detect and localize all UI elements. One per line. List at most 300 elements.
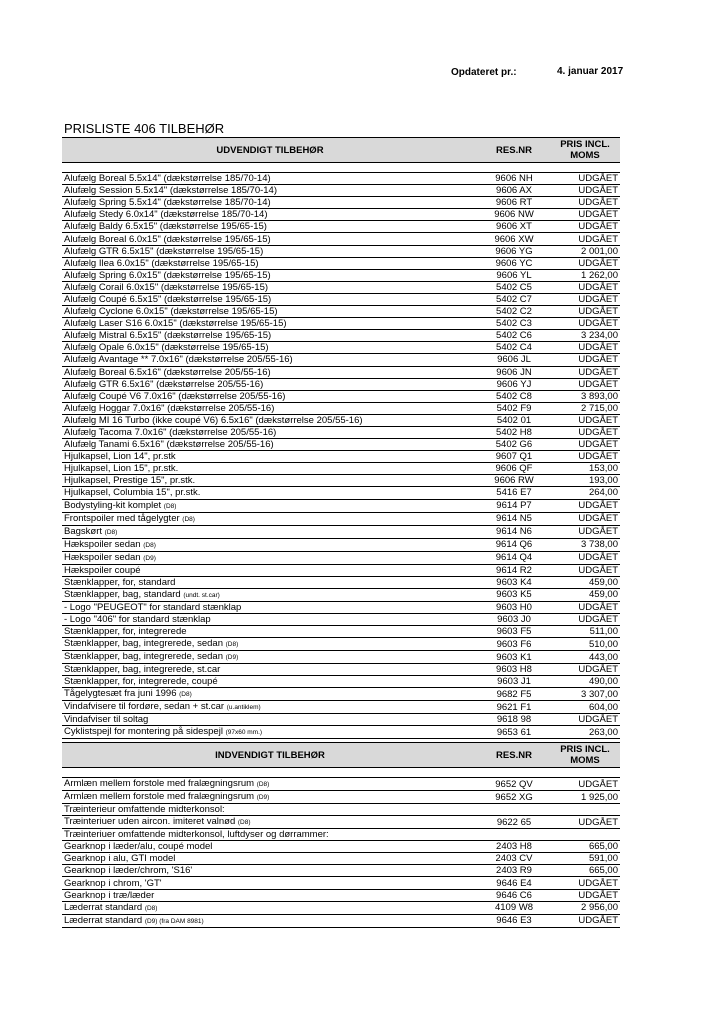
res-nr-header: RES.NR [478,138,550,163]
table-row [62,714,620,726]
table-row [62,638,620,651]
price: 511,00 [550,625,620,637]
price: UDGÅET [550,197,620,209]
table-row [62,414,620,426]
table-row [62,390,620,402]
price: UDGÅET [550,257,620,269]
item-note: (D8) [163,502,177,510]
item-description-text: Stænklapper, bag, integrerede, st.car [64,664,221,676]
item-description-text: Hækspoiler coupé [64,564,141,576]
table-row [62,342,620,354]
table-header-row [62,138,620,163]
item-description-text: Stænklapper, for, integrerede [64,625,187,637]
res-nr: 9606 JN [478,366,550,378]
res-nr: 9606 AX [478,185,550,197]
res-nr: 5402 C7 [478,293,550,305]
item-description [62,638,478,651]
res-nr: 5402 C2 [478,306,550,318]
res-nr: 9603 H0 [478,601,550,613]
res-nr: 9603 K5 [478,588,550,601]
res-nr: 9682 F5 [478,688,550,701]
price: 193,00 [550,475,620,487]
item-description-text: Alufælg Stedy 6.0x14" (dækstørrelse 185/70-14) [64,209,268,221]
price: UDGÅET [550,209,620,221]
item-description [62,601,478,613]
price: 1 925,00 [550,791,620,804]
item-note: (D9) [256,794,270,801]
table-row [62,221,620,233]
res-nr: 9606 NW [478,209,550,221]
table-row [62,487,620,499]
res-nr: 9614 N6 [478,525,550,538]
item-description [62,390,478,402]
table-row [62,901,620,914]
price: UDGÅET [550,233,620,245]
item-description-text: Alufælg Coupé 6.5x15" (dækstørrelse 195/65-15) [64,293,272,305]
table-row [62,538,620,551]
res-nr [478,804,550,816]
price: 665,00 [550,841,620,853]
price: UDGÅET [550,318,620,330]
item-note: (D8) [237,819,251,827]
res-nr-header: RES.NR [478,743,550,768]
item-description [62,588,478,601]
item-description-text: Hækspoiler sedan [64,551,141,563]
updated-date: 4. januar 2017 [557,66,624,77]
item-note: (D9) [225,654,239,661]
item-description-text: Alufælg Spring 6.0x15" (dækstørrelse 195/65-15) [64,269,271,281]
price: UDGÅET [550,601,620,613]
item-description [62,414,478,426]
table-row [62,330,620,342]
table-row [62,889,620,901]
item-description-text: Alufælg Boreal 5.5x14" (dækstørrelse 185/70-14) [64,173,271,185]
price: 3 893,00 [550,390,620,402]
item-description-text: Alufælg Baldy 6.5x15" (dækstørrelse 195/65-15) [64,221,267,233]
item-description [62,877,478,889]
price: UDGÅET [550,664,620,676]
res-nr: 9653 61 [478,726,550,739]
item-description-text: Alufælg Opale 6.0x15" (dækstørrelse 195/65-15) [64,342,269,354]
item-description [62,525,478,538]
item-description-text: Armlæn mellem forstole med fralægningsrum [64,791,255,802]
item-description [62,426,478,438]
item-description [62,564,478,576]
item-description [62,701,478,714]
res-nr: 9606 NH [478,173,550,185]
price: UDGÅET [550,551,620,564]
item-note: (D9) [143,554,156,562]
res-nr: 9606 YC [478,257,550,269]
item-description [62,342,478,354]
table-row [62,664,620,676]
res-nr: 2403 CV [478,853,550,865]
price: UDGÅET [550,525,620,538]
item-description [62,901,478,914]
item-description-text: Frontspoiler med tågelygter [64,512,180,524]
res-nr: 9606 RW [478,475,550,487]
res-nr: 9603 J1 [478,676,550,688]
price: 263,00 [550,726,620,739]
item-description [62,197,478,209]
res-nr: 5402 01 [478,414,550,426]
table-row [62,914,620,927]
price: 2 956,00 [550,901,620,914]
item-description-text: Alufælg Tanami 6.5x16" (dækstørrelse 205/55-16) [64,439,274,451]
res-nr: 9614 N5 [478,512,550,525]
item-description [62,625,478,637]
table-row [62,701,620,714]
item-description-text: Tågelygtesæt fra juni 1996 [64,688,177,700]
res-nr: 9614 Q6 [478,538,550,551]
item-description [62,402,478,414]
item-description-text: Gearknop i træ/læder [64,889,155,901]
table-row [62,173,620,185]
table-row [62,804,620,816]
res-nr: 5402 F9 [478,402,550,414]
item-description [62,269,478,281]
item-description [62,816,478,829]
item-note: (D8) [182,515,195,523]
spacer-row [62,163,620,173]
item-description-text: Hjulkapsel, Prestige 15", pr.stk. [64,475,196,487]
item-description-text: Vindafvisere til fordøre, sedan + st.car [64,701,225,713]
item-description [62,841,478,853]
res-nr: 9646 C6 [478,889,550,901]
price: 510,00 [550,638,620,651]
price: UDGÅET [550,173,620,185]
price: UDGÅET [550,426,620,438]
table-row [62,499,620,512]
item-description-text: Vindafviser til soltag [64,714,149,726]
item-description-text: Alufælg Hoggar 7.0x16" (dækstørrelse 205/55-16) [64,402,275,414]
price: 3 234,00 [550,330,620,342]
exterior-accessories-table [62,137,620,739]
section-heading: INDVENDIGT TILBEHØR [62,743,478,768]
item-note: (D8) [144,904,158,912]
item-description-text: Gearknop i alu, GTI model [64,853,176,865]
item-description [62,714,478,726]
table-row [62,306,620,318]
item-description-text: Cyklistspejl for montering på sidespejl [64,726,223,738]
item-description [62,354,478,366]
table-row [62,439,620,451]
table-row [62,651,620,664]
item-description-text: Hjulkapsel, Lion 14", pr.stk [64,451,176,463]
table-row [62,281,620,293]
res-nr: 9603 K1 [478,651,550,664]
res-nr: 5402 C8 [478,390,550,402]
section-heading: UDVENDIGT TILBEHØR [62,138,478,163]
res-nr: 9606 QF [478,463,550,475]
item-description-text: Alufælg Coupé V6 7.0x16" (dækstørrelse 205/55-16) [64,390,286,402]
item-description-text: Alufælg GTR 6.5x15" (dækstørrelse 195/65-15) [64,245,264,257]
item-description [62,245,478,257]
price [550,829,620,841]
item-description-text: Træinterieur omfattende midterkonsol: [64,804,225,816]
table-row [62,318,620,330]
item-description [62,221,478,233]
res-nr: 9646 E3 [478,914,550,927]
item-note: (D8) [179,691,192,699]
item-description [62,293,478,305]
item-description-text: Træinteriuer omfattende midterkonsol, luftdyser og dørrammer: [64,829,329,841]
item-description [62,451,478,463]
res-nr: 5402 C4 [478,342,550,354]
table-row [62,551,620,564]
table-row [62,576,620,588]
res-nr: 5402 C6 [478,330,550,342]
table-row [62,841,620,853]
price: 443,00 [550,651,620,664]
item-description [62,804,478,816]
price: 2 715,00 [550,402,620,414]
item-note: (D8) [104,528,118,536]
item-description-text: Alufælg GTR 6.5x16" (dækstørrelse 205/55-16) [64,378,264,390]
item-description-text: Gearknop i chrom, 'GT' [64,877,162,889]
price: UDGÅET [550,613,620,625]
item-description [62,613,478,625]
item-note: (D8) [225,641,239,648]
price: UDGÅET [550,306,620,318]
item-description-text: Læderrat standard [64,914,143,926]
item-description [62,829,478,841]
table-row [62,688,620,701]
item-description-text: Alufælg Spring 5.5x14" (dækstørrelse 185/70-14) [64,197,271,209]
item-description [62,664,478,676]
price: UDGÅET [550,778,620,791]
table-row [62,877,620,889]
item-description [62,209,478,221]
table-row [62,625,620,637]
res-nr: 9614 R2 [478,564,550,576]
table-row [62,726,620,739]
item-description-text: Stænklapper, for, standard [64,576,176,588]
table-row [62,778,620,791]
res-nr: 9652 QV [478,778,550,791]
item-description-text: Alufælg Corail 6.0x15" (dækstørrelse 195/65-15) [64,281,269,293]
item-description [62,173,478,185]
price: 3 738,00 [550,538,620,551]
item-note: (u.antiklem) [226,704,261,712]
res-nr: 9603 J0 [478,613,550,625]
res-nr: 9606 XW [478,233,550,245]
res-nr: 9622 65 [478,816,550,829]
item-description [62,257,478,269]
item-description [62,853,478,865]
res-nr: 9621 F1 [478,701,550,714]
table-row [62,233,620,245]
table-header-row [62,743,620,768]
interior-accessories-table [62,742,620,928]
price: UDGÅET [550,354,620,366]
item-description [62,233,478,245]
item-note: (D8) [256,781,270,788]
price: 1 262,00 [550,269,620,281]
price: UDGÅET [550,414,620,426]
item-description [62,439,478,451]
item-description [62,306,478,318]
res-nr: 2403 H8 [478,841,550,853]
res-nr: 9603 F6 [478,638,550,651]
price: UDGÅET [550,342,620,354]
table-row [62,197,620,209]
item-description-text: Læderrat standard [64,901,143,913]
table-row [62,402,620,414]
item-description-text: Alufælg Boreal 6.0x15" (dækstørrelse 195/65-15) [64,233,271,245]
item-description [62,330,478,342]
price: 459,00 [550,576,620,588]
item-description [62,688,478,701]
item-description-text: Alufælg MI 16 Turbo (ikke coupé V6) 6.5x16" (dækstørrelse 205/55-16) [64,414,363,426]
res-nr: 9603 F5 [478,625,550,637]
table-row [62,293,620,305]
table-row [62,564,620,576]
res-nr: 5402 C3 [478,318,550,330]
res-nr: 5402 H8 [478,426,550,438]
item-description [62,318,478,330]
item-description [62,778,478,791]
price-header: PRIS INCL. MOMS [550,743,620,768]
table-row [62,865,620,877]
table-row [62,209,620,221]
res-nr: 9606 YG [478,245,550,257]
item-description [62,463,478,475]
price: UDGÅET [550,439,620,451]
item-description-text: Stænklapper, bag, integrerede, sedan [64,651,223,662]
price: 2 001,00 [550,245,620,257]
item-note: (D9) (fra DAM 8981) [144,917,204,925]
res-nr: 9614 P7 [478,499,550,512]
price: 153,00 [550,463,620,475]
res-nr: 9614 Q4 [478,551,550,564]
price: 264,00 [550,487,620,499]
item-description-text: Gearknop i læder/alu, coupé model [64,841,213,853]
price: UDGÅET [550,564,620,576]
item-description-text: Alufælg Session 5.5x14" (dækstørrelse 185/70-14) [64,185,278,197]
item-description [62,487,478,499]
item-description-text: Træinteriuer uden aircon. imiteret valnød [64,816,236,828]
price: UDGÅET [550,221,620,233]
item-description [62,676,478,688]
item-description [62,865,478,877]
price: 591,00 [550,853,620,865]
table-row [62,601,620,613]
item-description [62,512,478,525]
item-description-text: Alufælg Ilea 6.0x15" (dækstørrelse 195/65-15) [64,257,259,269]
table-row [62,512,620,525]
res-nr: 5416 E7 [478,487,550,499]
spacer-row [62,768,620,778]
res-nr: 9606 JL [478,354,550,366]
item-description-text: Alufælg Laser S16 6.0x15" (dækstørrelse 195/65-15) [64,318,287,330]
price: UDGÅET [550,185,620,197]
table-row [62,463,620,475]
res-nr: 9606 RT [478,197,550,209]
item-note: (D8) [143,541,156,549]
item-description [62,889,478,901]
price [550,804,620,816]
price: UDGÅET [550,816,620,829]
item-description-text: Gearknop i læder/chrom, 'S16' [64,865,193,877]
price: UDGÅET [550,451,620,463]
table-row [62,426,620,438]
price: UDGÅET [550,512,620,525]
table-row [62,829,620,841]
price: 459,00 [550,588,620,601]
res-nr [478,829,550,841]
page-title: PRISLISTE 406 TILBEHØR [64,121,225,136]
table-row [62,269,620,281]
res-nr: 9606 XT [478,221,550,233]
price: UDGÅET [550,293,620,305]
item-description [62,551,478,564]
price: 490,00 [550,676,620,688]
updated-label: Opdateret pr.: [451,67,517,78]
res-nr: 9607 Q1 [478,451,550,463]
item-description [62,475,478,487]
table-row [62,451,620,463]
item-description [62,791,478,804]
table-row [62,245,620,257]
price: 3 307,00 [550,688,620,701]
item-description [62,726,478,739]
res-nr: 9618 98 [478,714,550,726]
item-description [62,576,478,588]
item-description-text: Hjulkapsel, Lion 15", pr.stk. [64,463,179,475]
item-description-text: - Logo "PEUGEOT" for standard stænklap [64,601,242,613]
item-description-text: Hjulkapsel, Columbia 15", pr.stk. [64,487,201,499]
res-nr: 9606 YJ [478,378,550,390]
item-description-text: Alufælg Tacoma 7.0x16" (dækstørrelse 205/55-16) [64,427,277,439]
item-description-text: - Logo "406" for standard stænklap [64,613,211,625]
item-description-text: Stænklapper, bag, standard [64,588,181,600]
item-description [62,281,478,293]
item-description-text: Alufælg Boreal 6.5x16" (dækstørrelse 205/55-16) [64,366,271,378]
item-description [62,651,478,664]
table-row [62,366,620,378]
item-description-text: Hækspoiler sedan [64,538,141,550]
price: UDGÅET [550,378,620,390]
res-nr: 2403 R9 [478,865,550,877]
price: UDGÅET [550,889,620,901]
res-nr: 5402 G6 [478,439,550,451]
price: UDGÅET [550,877,620,889]
table-row [62,791,620,804]
res-nr: 9652 XG [478,791,550,804]
item-description [62,185,478,197]
table-row [62,816,620,829]
price: UDGÅET [550,914,620,927]
price: UDGÅET [550,714,620,726]
item-description [62,499,478,512]
table-row [62,853,620,865]
item-description-text: Stænklapper, bag, integrerede, sedan [64,638,223,649]
item-description [62,366,478,378]
table-row [62,257,620,269]
price: UDGÅET [550,366,620,378]
item-description-text: Bodystyling-kit komplet [64,499,162,511]
item-description [62,538,478,551]
res-nr: 9603 H8 [478,664,550,676]
item-description [62,914,478,927]
price: UDGÅET [550,281,620,293]
spacer-cell [62,768,620,778]
table-row [62,354,620,366]
table-row [62,185,620,197]
table-row [62,588,620,601]
table-row [62,676,620,688]
